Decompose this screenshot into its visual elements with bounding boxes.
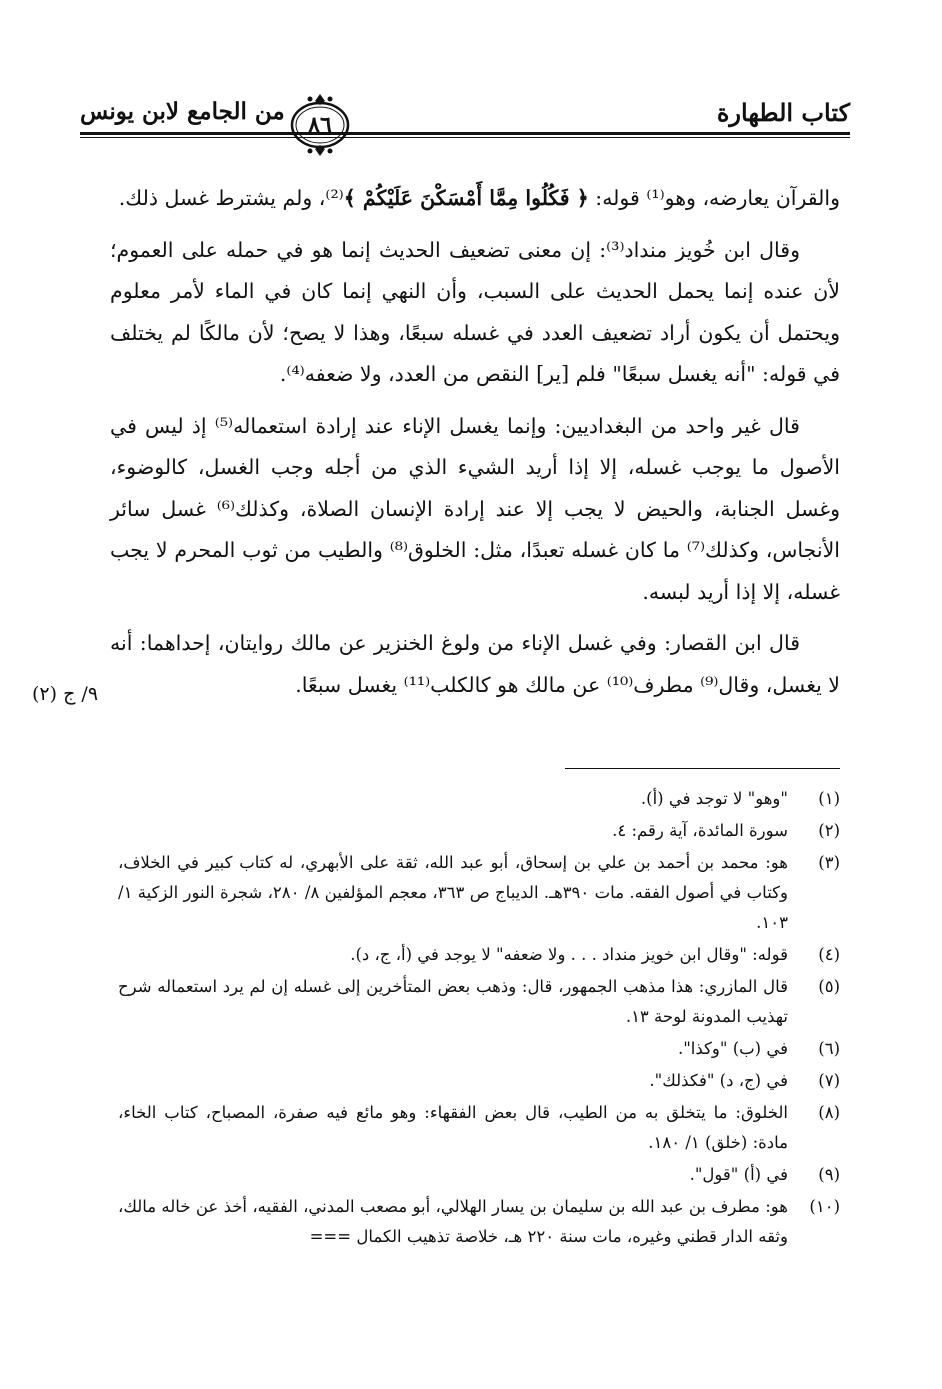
footnote-number: (٧): [818, 1071, 840, 1090]
footnote-text: قال المازري: هذا مذهب الجمهور، قال: وذهب بعض المتأخرين إلى غسله إن لم يرد استعماله شرح تهذيب المدونة لوحة ١٣.: [118, 977, 788, 1026]
paragraph: وقال ابن خُويز منداد⁽³⁾: إن معنى تضعيف الحديث إنما هو في حمله على العموم؛ لأن عنده إنما يحمل الحديث على السبب، وأن النهي إنما كان في الماء لأمر معلوم ويحتمل أن يكون أراد تضعيف العدد في غسله سبعًا، وهذا لا يصح؛ لأن مالكًا لم يختلف في قوله: "أنه يغسل سبعًا" فلم [ير] النقص من العدد، ولا ضعفه⁽⁴⁾.: [110, 237, 841, 386]
paragraph: قال ابن القصار: وفي غسل الإناء من ولوغ الخنزير عن مالك روايتان، إحداهما: أنه لا يغسل، وقال⁽⁹⁾ مطرف⁽¹⁰⁾ عن مالك هو كالكلب⁽¹¹⁾ يغسل سبعًا.: [110, 631, 840, 697]
footnote-text: هو: مطرف بن عبد الله بن سليمان بن يسار الهلالي، أبو مصعب المدني، الفقيه، أخذ عن خاله مالك، وثقه الدار قطني وغيره، مات سنة ٢٢٠ هـ، خلاصة تذهيب الكمال ===: [118, 1197, 788, 1246]
footnote: [118, 816, 840, 846]
footnote-text: في (ب) "وكذا".: [677, 1039, 788, 1058]
header-rule-thin: [80, 137, 850, 138]
footnote: [118, 1066, 840, 1096]
header-rule: [80, 132, 850, 135]
margin-note: ٩/ ج (٢): [32, 683, 99, 705]
footnote-text: "وهو" لا توجد في (أ).: [640, 789, 788, 808]
footnote: [118, 784, 840, 814]
footnote-text: في (أ) "قول".: [689, 1165, 788, 1184]
footnote-text: هو: محمد بن أحمد بن علي بن إسحاق، أبو عبد الله، ثقة على الأبهري، له كتاب كبير في الخلاف، وكتاب في أصول الفقه. مات ٣٩٠هـ. الديباج ص ٣٦٣، معجم المؤلفين ٨/ ٢٨٠، شجرة النور الزكية ١/ ١٠٣.: [118, 853, 788, 932]
footnote: [118, 1098, 840, 1158]
footnote: [118, 1160, 840, 1190]
footnote-text: سورة المائدة، آية رقم: ٤.: [612, 821, 788, 840]
footnote-number: (٩): [818, 1165, 840, 1184]
footnote-text: في (ج، د) "فكذلك".: [649, 1071, 788, 1090]
footnote: [118, 1034, 840, 1064]
paragraph: [110, 178, 840, 220]
footnote-number: (٢): [818, 821, 840, 840]
source-title: من الجامع لابن يونس: [80, 98, 285, 125]
footnote-number: (٦): [818, 1039, 840, 1058]
paragraph: قال غير واحد من البغداديين: وإنما يغسل الإناء عند إرادة استعماله⁽⁵⁾ إذ ليس في الأصول ما يوجب غسله، إلا إذا أريد الشيء الذي من أجله وجب الغسل، كالوضوء، وغسل الجنابة، والحيض لا يجب إلا عند إرادة الإنسان الصلاة، وكذلك⁽⁶⁾ غسل سائر الأنجاس، وكذلك⁽⁷⁾ ما كان غسله تعبدًا، مثل: الخلوق⁽⁸⁾ والطيب من ثوب المحرم لا يجب غسله، إلا إذا أريد لبسه.: [110, 413, 841, 604]
footnote: [118, 940, 840, 970]
footnote-text: قوله: "وقال ابن خويز منداد . . . ولا ضعفه" لا يوجد في (أ، ج، د).: [350, 945, 788, 964]
footnote: [118, 1192, 840, 1252]
footnote-text: الخلوق: ما يتخلق به من الطيب، قال بعض الفقهاء: وهو مائع فيه صفرة، المصباح، كتاب الخاء، مادة: (خلق) ١/ ١٨٠.: [118, 1103, 788, 1152]
footnote: [118, 972, 840, 1032]
footnote-number: (٥): [818, 977, 840, 996]
paragraph-text: والقرآن يعارضه، وهو⁽¹⁾ قوله:: [588, 186, 840, 210]
page-header: [80, 92, 850, 152]
page-number-ornament: [285, 92, 355, 158]
footnote-number: (٣): [818, 853, 840, 872]
paragraph-text: ⁽²⁾، ولم يشترط غسل ذلك.: [118, 186, 344, 210]
book-title: كتاب الطهارة: [716, 98, 850, 127]
footnote-number: (١): [818, 789, 840, 808]
main-text: [110, 178, 840, 716]
footnotes: [118, 784, 840, 1254]
footnote-number: (٨): [818, 1103, 840, 1122]
quran-verse: ﴿ فَكُلُوا مِمَّا أَمْسَكْنَ عَلَيْكُمْ ﴾: [343, 186, 589, 210]
page-number: ٨٦: [308, 112, 332, 138]
footnote-number: (٤): [818, 945, 840, 964]
footnote-number: (١٠): [809, 1197, 840, 1216]
footnote-divider: [565, 768, 840, 769]
footnote: [118, 848, 840, 938]
